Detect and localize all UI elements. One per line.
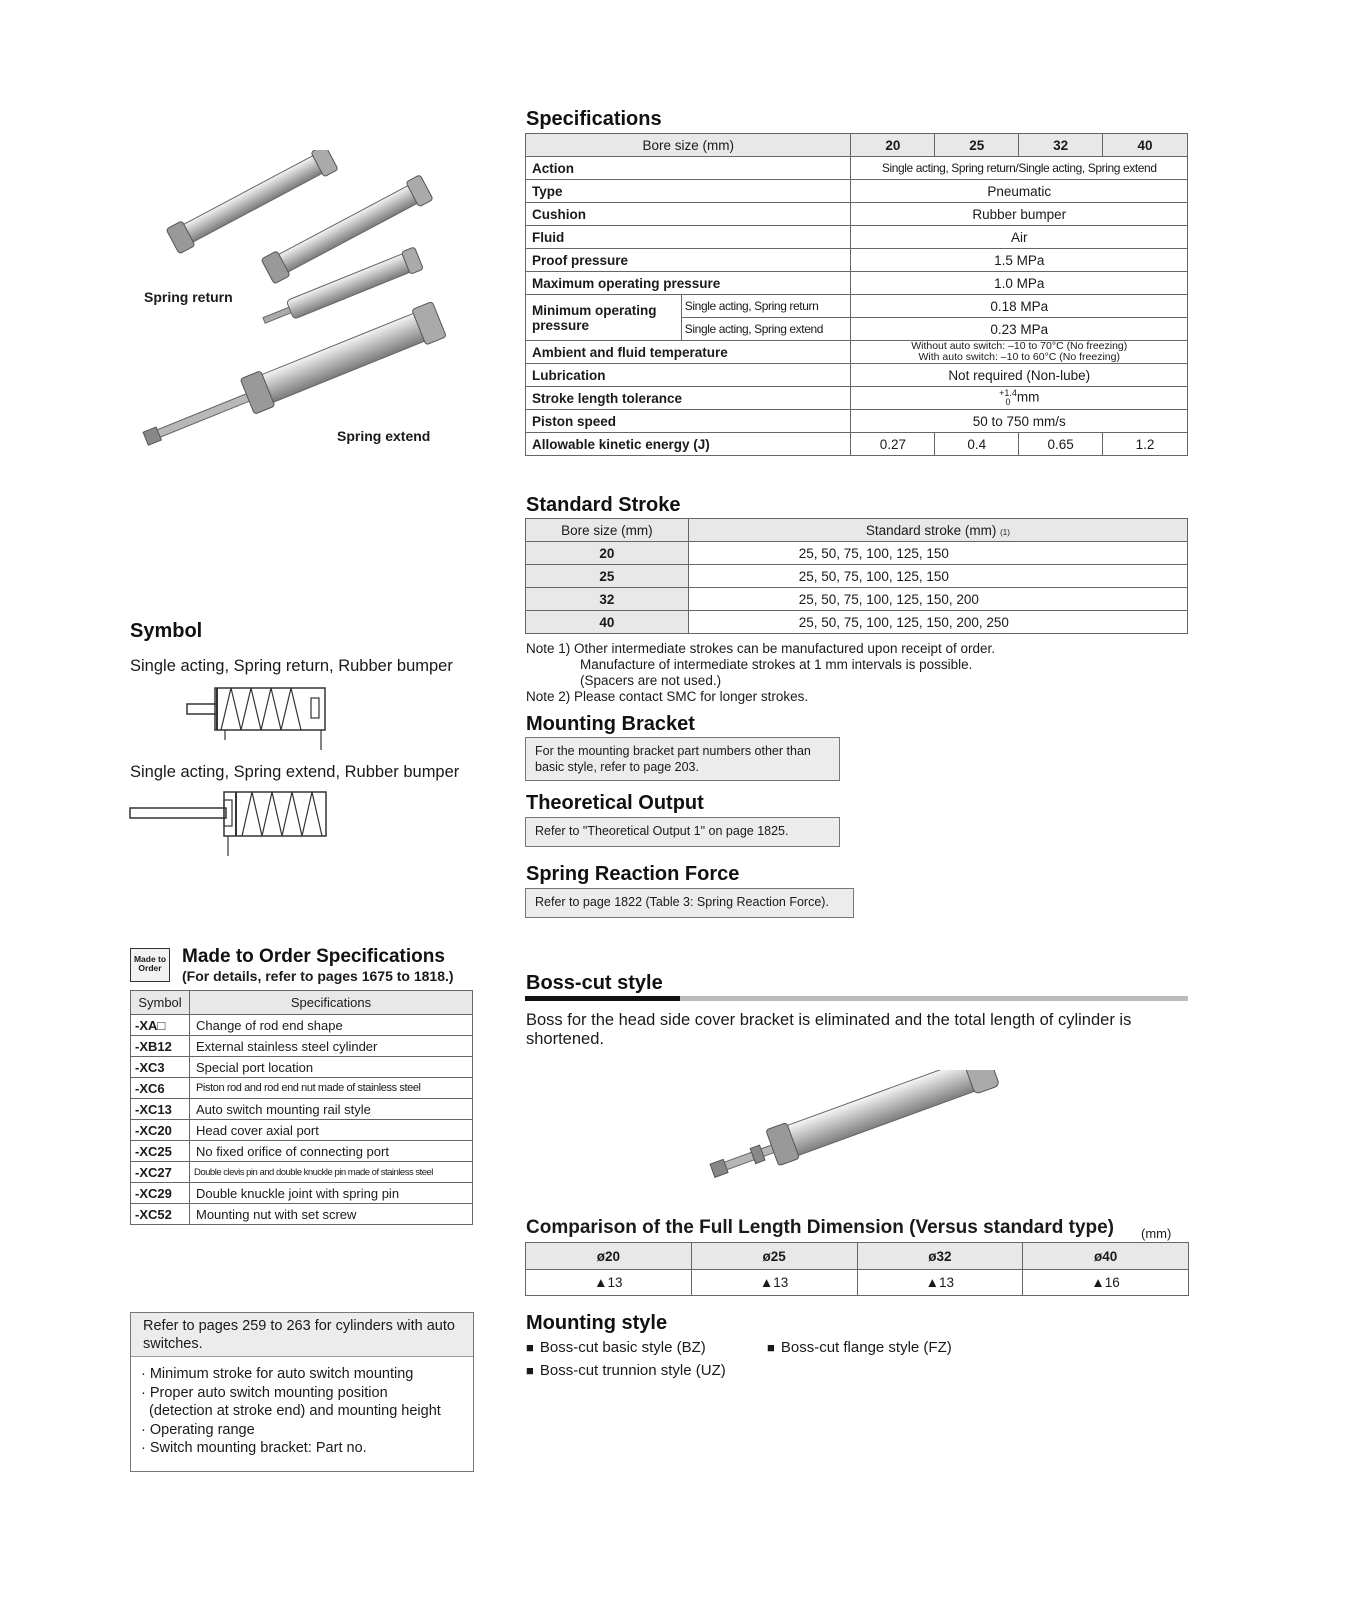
spec-label: Piston speed [526, 410, 851, 433]
mto-symbol: -XC3 [131, 1057, 190, 1078]
spec-value: Single acting, Spring return/Single acting, Spring extend [851, 157, 1188, 180]
table-row [526, 272, 1188, 295]
stroke-values: 25, 50, 75, 100, 125, 150 [688, 565, 1187, 588]
standard-stroke-title: Standard Stroke [526, 494, 681, 516]
comparison-value: ▲13 [857, 1270, 1023, 1296]
mounting-bracket-title: Mounting Bracket [526, 713, 695, 735]
spec-value: 0.4 [935, 433, 1019, 456]
spec-label: Lubrication [526, 364, 851, 387]
mto-symbol: -XA□ [131, 1015, 190, 1036]
table-row [131, 1015, 473, 1036]
stroke-notes [526, 641, 995, 705]
specifications-title: Specifications [526, 108, 662, 130]
spec-label: Type [526, 180, 851, 203]
spec-label: Allowable kinetic energy (J) [526, 433, 851, 456]
mto-header-symbol: Symbol [131, 991, 190, 1015]
symbol-title: Symbol [130, 620, 203, 642]
comparison-table [525, 1242, 1189, 1296]
mto-header-spec: Specifications [190, 991, 473, 1015]
mto-symbol: -XC29 [131, 1183, 190, 1204]
mto-spec: Special port location [190, 1057, 473, 1078]
spring-return-symbol [185, 686, 335, 751]
table-row [526, 364, 1188, 387]
list-item: · Proper auto switch mounting position [141, 1384, 388, 1401]
mto-symbol: -XC13 [131, 1099, 190, 1120]
mto-spec: Mounting nut with set screw [190, 1204, 473, 1225]
table-row [526, 387, 1188, 410]
tolerance-unit: mm [1016, 389, 1040, 405]
auto-switch-header: Refer to pages 259 to 263 for cylinders with auto switches. [131, 1313, 473, 1357]
table-row [131, 1120, 473, 1141]
list-item: (detection at stroke end) and mounting height [149, 1403, 441, 1420]
table-row [131, 1204, 473, 1225]
stroke-bore: 25 [526, 565, 689, 588]
table-row [526, 180, 1188, 203]
spec-value: 50 to 750 mm/s [851, 410, 1188, 433]
spec-label: Maximum operating pressure [526, 272, 851, 295]
table-row [526, 1270, 1189, 1296]
comparison-header: ø40 [1023, 1243, 1189, 1270]
table-row [526, 410, 1188, 433]
spec-value: 0.65 [1019, 433, 1103, 456]
mounting-style-item: ■ Boss-cut flange style (FZ) [767, 1339, 952, 1356]
made-to-order-icon: Made to Order [130, 948, 170, 982]
boss-cut-rule [525, 996, 1188, 1001]
stroke-values: 25, 50, 75, 100, 125, 150, 200 [688, 588, 1187, 611]
stroke-bore: 20 [526, 542, 689, 565]
symbol-return-caption: Single acting, Spring return, Rubber bumper [130, 657, 453, 675]
table-row [526, 203, 1188, 226]
mto-spec: Change of rod end shape [190, 1015, 473, 1036]
stroke-header-label: Standard stroke (mm) [865, 522, 997, 538]
bore-size-25: 25 [935, 134, 1019, 157]
table-row [131, 1183, 473, 1204]
list-item: · Operating range [141, 1421, 255, 1438]
spec-sublabel: Single acting, Spring return [681, 295, 851, 318]
mto-spec: Auto switch mounting rail style [190, 1099, 473, 1120]
spec-sublabel: Single acting, Spring extend [681, 318, 851, 341]
spring-reaction-title: Spring Reaction Force [526, 863, 740, 885]
table-row [526, 341, 1188, 364]
boss-cut-title: Boss-cut style [526, 972, 663, 994]
mto-subtitle: (For details, refer to pages 1675 to 1818.) [182, 968, 454, 984]
list-item: · Minimum stroke for auto switch mounting [141, 1366, 414, 1382]
table-row [131, 1099, 473, 1120]
bore-size-32: 32 [1019, 134, 1103, 157]
comparison-value: ▲16 [1023, 1270, 1189, 1296]
specifications-table [525, 133, 1188, 456]
stroke-values: 25, 50, 75, 100, 125, 150, 200, 250 [688, 611, 1187, 634]
mto-spec: Piston rod and rod end nut made of stainless steel [190, 1078, 473, 1099]
stroke-header-note: (1) [1000, 527, 1010, 537]
spec-value: 0.23 MPa [851, 318, 1188, 341]
boss-cut-cylinder-image [700, 1070, 1030, 1190]
ambient-line-1: Without auto switch: –10 to 70°C (No freezing) [911, 340, 1128, 352]
stroke-values: 25, 50, 75, 100, 125, 150 [688, 542, 1187, 565]
spec-value [851, 387, 1188, 410]
auto-switch-list [131, 1357, 473, 1458]
table-row [526, 433, 1188, 456]
table-row [526, 588, 1188, 611]
mto-symbol: -XC25 [131, 1141, 190, 1162]
mto-symbol: -XC20 [131, 1120, 190, 1141]
comparison-value: ▲13 [526, 1270, 692, 1296]
boss-cut-description: Boss for the head side cover bracket is eliminated and the total length of cylinder is shortened. [526, 1011, 1132, 1048]
note-2: Note 2) Please contact SMC for longer strokes. [526, 689, 809, 704]
spec-label: Stroke length tolerance [526, 387, 851, 410]
mto-spec: Double knuckle joint with spring pin [190, 1183, 473, 1204]
mto-title: Made to Order Specifications [182, 946, 445, 967]
comparison-header: ø20 [526, 1243, 692, 1270]
spec-value: Air [851, 226, 1188, 249]
spring-extend-label: Spring extend [337, 428, 431, 444]
spec-value: 1.0 MPa [851, 272, 1188, 295]
spec-value: 0.27 [851, 433, 935, 456]
spec-label: Ambient and fluid temperature [526, 341, 851, 364]
spec-value: Rubber bumper [851, 203, 1188, 226]
mto-spec: External stainless steel cylinder [190, 1036, 473, 1057]
table-row [526, 295, 1188, 318]
table-row [131, 1057, 473, 1078]
mounting-style-title: Mounting style [526, 1312, 668, 1334]
standard-stroke-table [525, 518, 1188, 634]
stroke-header-stroke [688, 519, 1187, 542]
note-1-line-3: (Spacers are not used.) [580, 673, 722, 688]
spec-label: Action [526, 157, 851, 180]
theoretical-output-title: Theoretical Output [526, 792, 704, 814]
spring-reaction-box: Refer to page 1822 (Table 3: Spring Reaction Force). [525, 888, 854, 918]
mto-spec: No fixed orifice of connecting port [190, 1141, 473, 1162]
mto-symbol: -XC27 [131, 1162, 190, 1183]
mto-symbol: -XB12 [131, 1036, 190, 1057]
table-row [131, 1036, 473, 1057]
comparison-title: Comparison of the Full Length Dimension (Versus standard type) [526, 1217, 1115, 1238]
table-row [526, 611, 1188, 634]
comparison-unit: (mm) [1141, 1226, 1172, 1241]
mounting-style-item: ■ Boss-cut trunnion style (UZ) [526, 1362, 726, 1379]
ambient-line-2: With auto switch: –10 to 60°C (No freezing) [918, 351, 1120, 363]
theoretical-output-box: Refer to "Theoretical Output 1" on page 1825. [525, 817, 840, 847]
list-item: · Switch mounting bracket: Part no. [141, 1440, 367, 1457]
spec-label: Fluid [526, 226, 851, 249]
table-row [526, 565, 1188, 588]
table-row [526, 226, 1188, 249]
table-row [526, 542, 1188, 565]
cylinder-photos [130, 150, 480, 460]
spring-return-label: Spring return [144, 289, 233, 305]
spec-label: Minimum operating pressure [526, 295, 682, 341]
mto-table [130, 990, 473, 1225]
mto-symbol: -XC52 [131, 1204, 190, 1225]
spec-value: Not required (Non-lube) [851, 364, 1188, 387]
tolerance-upper: +1.4 [999, 388, 1017, 398]
symbol-extend-caption: Single acting, Spring extend, Rubber bumper [130, 763, 460, 781]
mto-spec: Head cover axial port [190, 1120, 473, 1141]
bore-size-20: 20 [851, 134, 935, 157]
mounting-bracket-box: For the mounting bracket part numbers other than basic style, refer to page 203. [525, 737, 840, 781]
comparison-header: ø25 [691, 1243, 857, 1270]
mounting-style-item: ■ Boss-cut basic style (BZ) [526, 1339, 706, 1356]
comparison-value: ▲13 [691, 1270, 857, 1296]
table-row [131, 1162, 473, 1183]
tolerance-lower: 0 [1005, 397, 1011, 407]
spec-value: 0.18 MPa [851, 295, 1188, 318]
bore-size-header: Bore size (mm) [526, 134, 851, 157]
stroke-bore: 40 [526, 611, 689, 634]
spec-value: 1.5 MPa [851, 249, 1188, 272]
spring-extend-symbol [128, 790, 338, 858]
comparison-header: ø32 [857, 1243, 1023, 1270]
note-1: Note 1) Other intermediate strokes can be manufactured upon receipt of order. [526, 641, 996, 656]
stroke-header-bore: Bore size (mm) [526, 519, 689, 542]
mto-symbol: -XC6 [131, 1078, 190, 1099]
spec-label: Cushion [526, 203, 851, 226]
spec-label: Proof pressure [526, 249, 851, 272]
mto-spec: Double clevis pin and double knuckle pin made of stainless steel [190, 1162, 473, 1183]
spec-value: 1.2 [1103, 433, 1188, 456]
stroke-bore: 32 [526, 588, 689, 611]
table-row [526, 157, 1188, 180]
auto-switch-box [130, 1312, 474, 1472]
table-row [131, 1078, 473, 1099]
bore-size-40: 40 [1103, 134, 1188, 157]
table-row [131, 1141, 473, 1162]
spec-value: Pneumatic [851, 180, 1188, 203]
note-1-line-2: Manufacture of intermediate strokes at 1 mm intervals is possible. [580, 657, 973, 672]
spec-value [851, 341, 1188, 364]
table-row [526, 249, 1188, 272]
